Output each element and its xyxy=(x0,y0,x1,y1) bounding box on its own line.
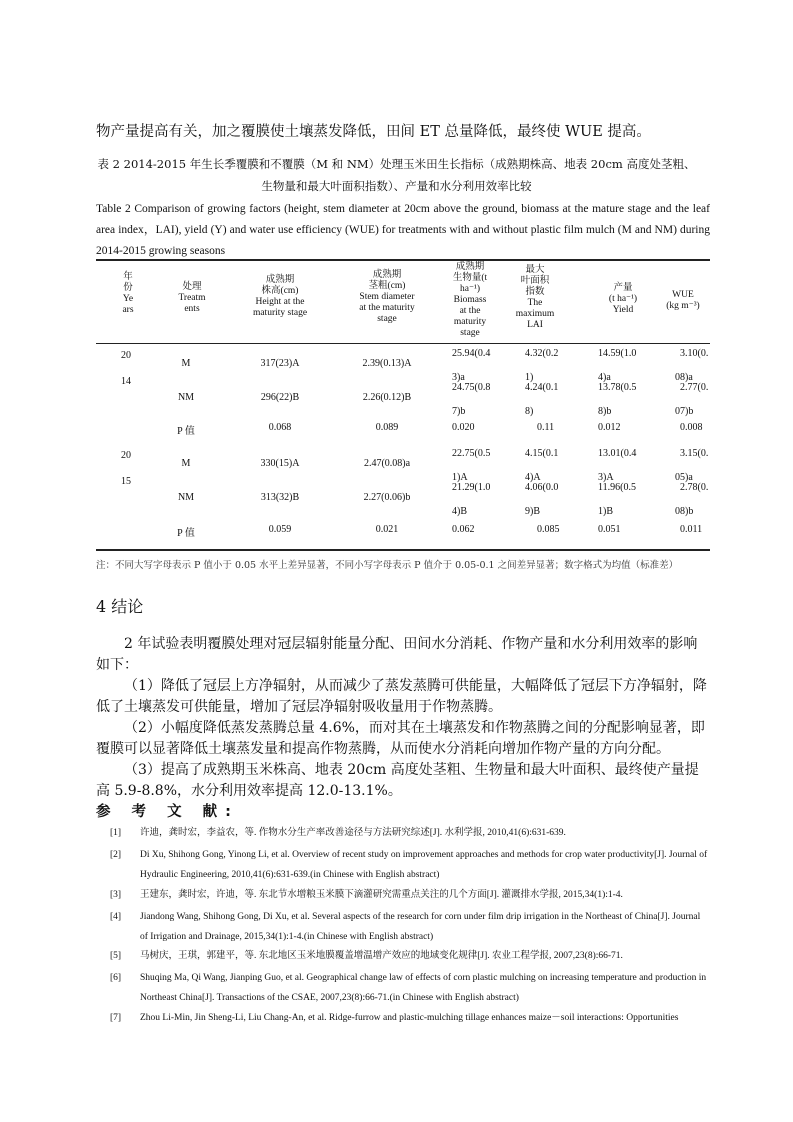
table-cell-wue: 3.15(0. xyxy=(680,448,709,459)
header-lai-line: 指数 xyxy=(525,287,545,297)
header-lai-line: maximum xyxy=(515,309,555,319)
header-stem-line: 茎粗(cm) xyxy=(368,281,406,291)
table-top-rule xyxy=(96,259,710,261)
header-stem-line: Stem diameter xyxy=(359,292,415,302)
table-cell-lai: 9)B xyxy=(525,506,540,517)
conclusion-paragraph-1: 2 年试验表明覆膜处理对冠层辐射能量分配、田间水分消耗、作物产量和水分利用效率的影响如下： xyxy=(96,636,698,673)
header-biomass-line: at the xyxy=(459,306,481,316)
header-wue-line: (kg m⁻³) xyxy=(666,301,700,311)
reference-number: [5] xyxy=(110,951,122,961)
reference-text: Di Xu, Shihong Gong, Yinong Li, et al. Overview of recent study on improvement approaches and methods for crop water productivity[J]. Journal of Hydraulic Engineering, 2010,41(6):631-639.(in Chinese with English abstract) xyxy=(140,850,708,880)
table-caption-en: Table 2 Comparison of growing factors (height, stem diameter at 20cm above the ground, biomass at the mature stage and the leaf area index，LAI), yield (Y) and water use efficiency (WUE) for treatments with and without plastic film mulch (M and NM) during 2014-2015 growing seasons xyxy=(96,203,710,257)
reference-item xyxy=(110,907,710,947)
table-cell-yield: 0.012 xyxy=(598,422,621,433)
table-cell-treatment: P 值 xyxy=(177,426,195,437)
header-height-line: 株高(cm) xyxy=(261,286,299,296)
table-cell-height: 313(32)B xyxy=(260,492,300,503)
table-cell-treatment: M xyxy=(181,458,191,469)
table-cell-treatment: NM xyxy=(177,492,195,503)
table-cell-year: 20 xyxy=(121,450,131,461)
reference-text: Shuqing Ma, Qi Wang, Jianping Guo, et al. Geographical change law of effects of corn plastic mulching on increasing temperature and production in Northeast China[J]. Transactions of the CSAE, 2007,23(8):66-71.(in Chinese with English abstract) xyxy=(140,973,707,1003)
header-lai xyxy=(516,265,555,331)
header-stem-line: at the maturity xyxy=(359,303,415,313)
table-cell-yield: 14.59(1.0 xyxy=(598,348,637,359)
table-cell-wue: 2.77(0. xyxy=(680,382,709,393)
reference-text: Jiandong Wang, Shihong Gong, Di Xu, et al. Several aspects of the research for corn under film drip irrigation in the Northeast of China[J]. Journal of Irrigation and Drainage, 2015,34(1):1-4.(in Chinese with English abstract) xyxy=(140,912,701,942)
header-lai-line: 叶面积 xyxy=(520,276,550,286)
header-year-line: 年 xyxy=(123,272,133,282)
header-wue xyxy=(666,290,699,312)
header-treatment-line: 处理 xyxy=(182,282,202,292)
table-cell-yield: 13.78(0.5 xyxy=(598,382,637,393)
table-cell-lai: 4.15(0.1 xyxy=(525,448,559,459)
table-cell-wue: 2.78(0. xyxy=(680,482,709,493)
table-cell-height: 296(22)B xyxy=(260,392,300,403)
header-year xyxy=(122,272,133,316)
table-cell-wue: 0.011 xyxy=(680,524,703,535)
table-cell-year: 14 xyxy=(121,376,131,387)
table-cell-wue: 07)b xyxy=(675,406,694,417)
table-cell-treatment: P 值 xyxy=(177,528,195,539)
conclusion-paragraph-3: （2）小幅度降低蒸发蒸腾总量 4.6%，而对其在土壤蒸发和作物蒸腾之间的分配影响显著，即覆膜可以显著降低土壤蒸发量和提高作物蒸腾，从而使水分消耗向增加作物产量的方向分配。 xyxy=(96,720,705,757)
header-yield-line: Yield xyxy=(612,305,634,315)
header-year-line: ars xyxy=(122,305,134,315)
reference-item xyxy=(110,845,710,885)
table-cell-stem: 2.47(0.08)a xyxy=(363,458,411,469)
reference-number: [7] xyxy=(110,1013,122,1023)
header-biomass xyxy=(453,262,487,339)
header-biomass-line: maturity xyxy=(453,317,487,327)
table-note: 注：不同大写字母表示 P 值小于 0.05 水平上差异显著，不同小写字母表示 P 值介于 0.05-0.1 之间差异显著；数字格式为均值（标准差） xyxy=(96,560,679,571)
table-cell-yield: 8)b xyxy=(598,406,612,417)
table-cell-biomass: 22.75(0.5 xyxy=(452,448,491,459)
header-biomass-line: ha⁻¹) xyxy=(460,284,480,294)
reference-text: 马树庆，王琪，郭建平，等. 东北地区玉米地膜覆盖增温增产效应的地域变化规律[J]. 农业工程学报, 2007,23(8):66-71. xyxy=(140,951,623,961)
table-cell-biomass: 21.29(1.0 xyxy=(452,482,491,493)
reference-item xyxy=(110,885,710,905)
table-cell-biomass: 3)a xyxy=(452,372,465,383)
header-treatment xyxy=(178,282,205,315)
table-cell-treatment: M xyxy=(181,358,191,369)
table-cell-treatment: NM xyxy=(177,392,195,403)
table-cell-stem: 0.089 xyxy=(375,422,399,433)
table-header-rule xyxy=(96,343,710,344)
table-cell-stem: 2.27(0.06)b xyxy=(363,492,411,503)
table-caption-cn-line2: 生物量和最大叶面积指数）、产量和水分利用效率比较 xyxy=(261,179,532,193)
table-cell-height: 330(15)A xyxy=(260,458,300,469)
table-cell-height: 317(23)A xyxy=(260,358,300,369)
table-cell-biomass: 1)A xyxy=(452,472,468,483)
table-cell-yield: 0.051 xyxy=(598,524,621,535)
intro-paragraph: 物产量提高有关，加之覆膜使土壤蒸发降低，田间 ET 总量降低，最终使 WUE 提高。 xyxy=(96,124,651,140)
header-stem-line: stage xyxy=(377,314,397,324)
references-title: 参 考 文 献: xyxy=(96,804,239,820)
table-cell-year: 15 xyxy=(121,476,131,487)
table-cell-biomass: 0.062 xyxy=(452,524,475,535)
table-cell-yield: 13.01(0.4 xyxy=(598,448,637,459)
reference-text: Zhou Li-Min, Jin Sheng-Li, Liu Chang-An, et al. Ridge-furrow and plastic-mulching tillage enhances maize－soil interactions: Opportunities xyxy=(140,1013,679,1023)
header-yield-line: 产量 xyxy=(613,283,633,293)
table-cell-height: 0.059 xyxy=(268,524,292,535)
table-cell-biomass: 24.75(0.8 xyxy=(452,382,491,393)
reference-text: 许迪，龚时宏，李益农，等. 作物水分生产率改善途径与方法研究综述[J]. 水利学报, 2010,41(6):631-639. xyxy=(140,828,566,838)
reference-number: [2] xyxy=(110,850,122,860)
table-bottom-rule xyxy=(96,549,710,551)
table-cell-wue: 3.10(0. xyxy=(680,348,709,359)
table-cell-lai: 0.085 xyxy=(537,524,560,535)
header-yield-line: (t ha⁻¹) xyxy=(608,294,638,304)
reference-item xyxy=(110,946,710,966)
table-cell-yield: 11.96(0.5 xyxy=(598,482,636,493)
header-year-line: Ye xyxy=(122,294,134,304)
reference-item xyxy=(110,1008,710,1028)
table-cell-wue: 05)a xyxy=(675,472,693,483)
conclusion-paragraph-4: （3）提高了成熟期玉米株高、地表 20cm 高度处茎粗、生物量和最大叶面积、最终使产量提高 5.9-8.8%，水分利用效率提高 12.0-13.1%。 xyxy=(96,762,699,799)
header-height xyxy=(253,275,307,319)
reference-item xyxy=(110,968,710,1008)
header-treatment-line: Treatm xyxy=(178,293,206,303)
table-cell-biomass: 4)B xyxy=(452,506,467,517)
reference-number: [3] xyxy=(110,890,122,900)
table-cell-lai: 4.32(0.2 xyxy=(525,348,559,359)
header-lai-line: The xyxy=(527,298,543,308)
table-cell-height: 0.068 xyxy=(268,422,292,433)
table-cell-lai: 4.06(0.0 xyxy=(525,482,559,493)
table-cell-wue: 0.008 xyxy=(680,422,703,433)
conclusion-paragraph-2: （1）降低了冠层上方净辐射，从而减少了蒸发蒸腾可供能量，大幅降低了冠层下方净辐射，降低了土壤蒸发可供能量，增加了冠层净辐射吸收量用于作物蒸腾。 xyxy=(96,678,707,715)
header-height-line: maturity stage xyxy=(252,308,308,318)
header-year-line: 份 xyxy=(123,283,133,293)
table-cell-yield: 3)A xyxy=(598,472,614,483)
table-cell-stem: 2.39(0.13)A xyxy=(362,358,412,369)
header-stem xyxy=(359,270,414,325)
table-cell-wue: 08)b xyxy=(675,506,694,517)
table-cell-lai: 4.24(0.1 xyxy=(525,382,559,393)
header-height-line: 成熟期 xyxy=(265,275,295,285)
header-biomass-line: 生物量(t xyxy=(452,273,488,283)
header-biomass-line: stage xyxy=(460,328,480,338)
reference-number: [1] xyxy=(110,828,122,838)
table-cell-wue: 08)a xyxy=(675,372,693,383)
header-yield xyxy=(609,283,637,316)
table-cell-lai: 4)A xyxy=(525,472,541,483)
header-biomass-line: 成熟期 xyxy=(455,262,485,272)
header-stem-line: 成熟期 xyxy=(372,270,402,280)
reference-number: [4] xyxy=(110,912,122,922)
header-wue-line: WUE xyxy=(672,290,694,300)
table-cell-stem: 0.021 xyxy=(375,524,399,535)
table-caption-cn-line1: 表 2 2014-2015 年生长季覆膜和不覆膜（M 和 NM）处理玉米田生长指标（成熟期株高、地表 20cm 高度处茎粗、 xyxy=(97,157,696,171)
header-biomass-line: Biomass xyxy=(453,295,487,305)
header-height-line: Height at the xyxy=(255,297,305,307)
table-cell-lai: 0.11 xyxy=(537,422,555,433)
table-cell-year: 20 xyxy=(121,350,131,361)
table-cell-biomass: 7)b xyxy=(452,406,466,417)
table-cell-lai: 1) xyxy=(525,372,534,383)
header-treatment-line: ents xyxy=(184,304,200,314)
section-heading: 4 结论 xyxy=(96,597,144,616)
table-cell-biomass: 25.94(0.4 xyxy=(452,348,491,359)
header-lai-line: 最大 xyxy=(525,265,545,275)
table-cell-stem: 2.26(0.12)B xyxy=(362,392,412,403)
reference-item xyxy=(110,823,710,843)
header-lai-line: LAI xyxy=(527,320,543,330)
table-cell-lai: 8) xyxy=(525,406,534,417)
table-cell-yield: 4)a xyxy=(598,372,611,383)
table-cell-yield: 1)B xyxy=(598,506,613,517)
reference-number: [6] xyxy=(110,973,122,983)
reference-text: 王建东，龚时宏，许迪，等. 东北节水增粮玉米膜下滴灌研究需重点关注的几个方面[J]. 灌溉排水学报, 2015,34(1):1-4. xyxy=(140,890,623,900)
table-cell-biomass: 0.020 xyxy=(452,422,475,433)
